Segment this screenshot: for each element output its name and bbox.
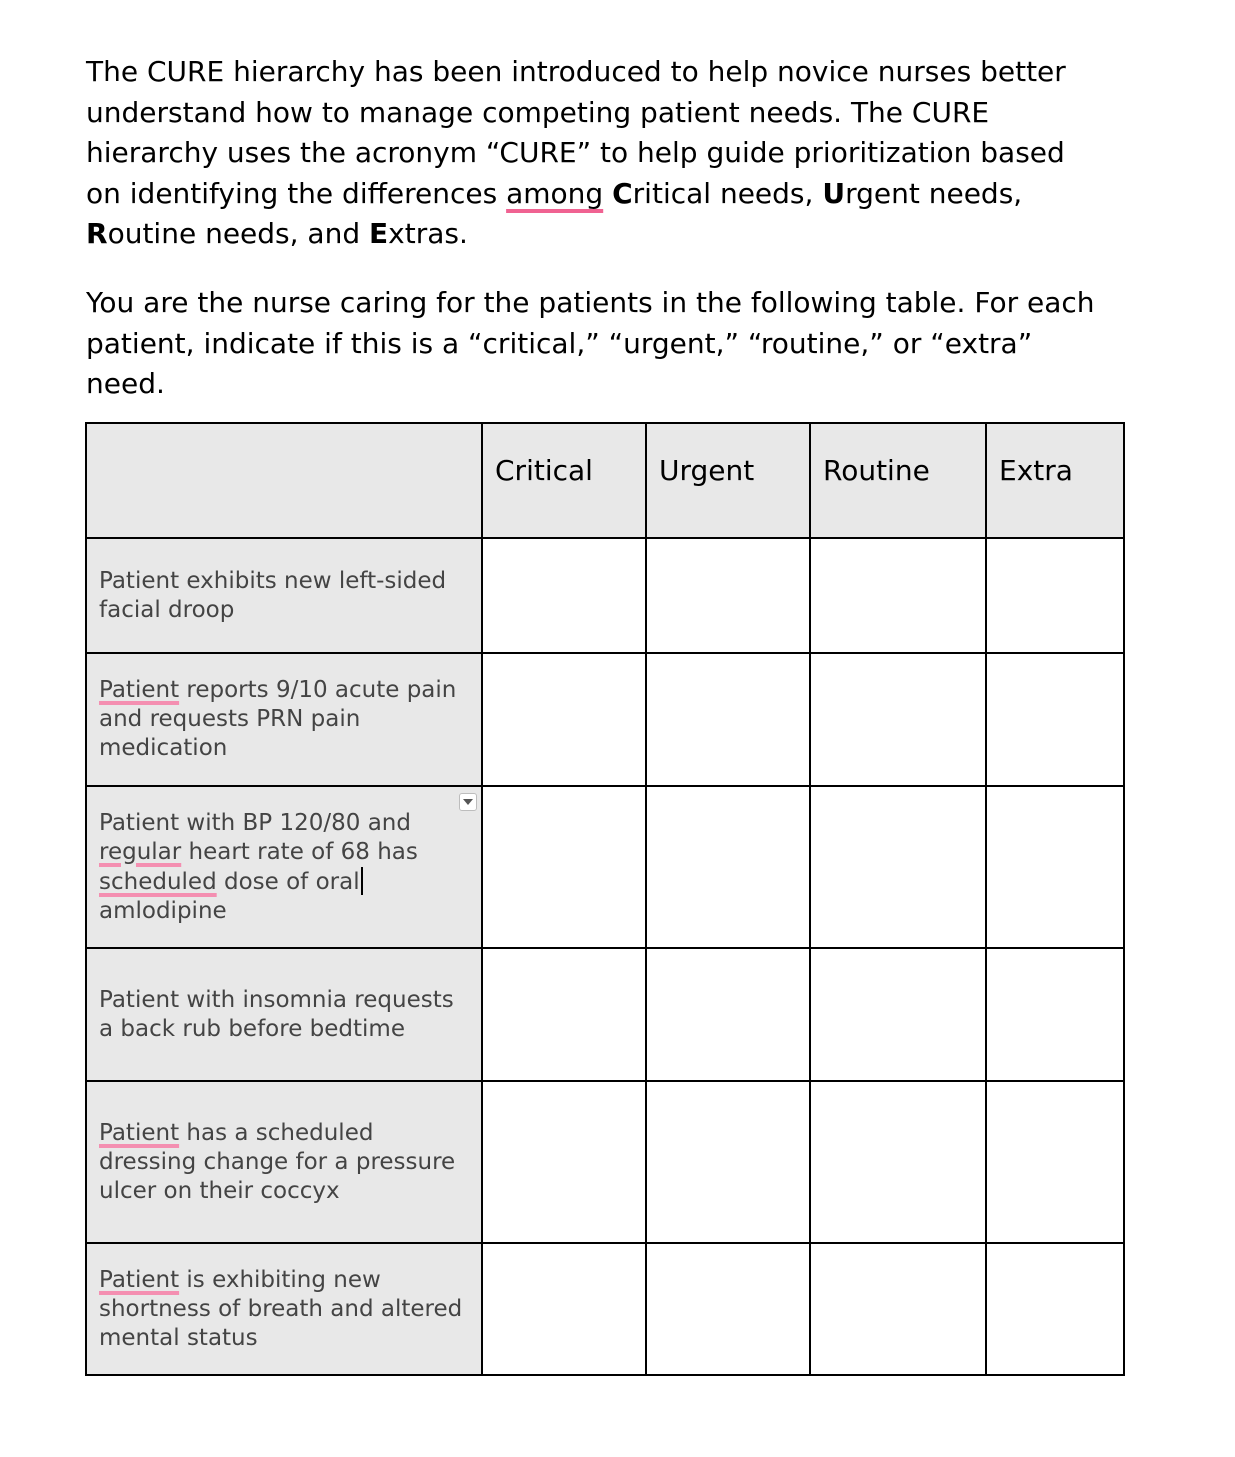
cell-routine[interactable] [810,1243,986,1375]
spellcheck-word: regular [99,838,182,865]
acronym-u: U [822,176,846,210]
row-label-text: Patient with BP 120/80 and [99,809,411,836]
spellcheck-word: Patient [99,1266,180,1293]
cell-extra[interactable] [986,948,1124,1081]
row-label-text: is exhibiting new shortness of breath and altered mental status [99,1266,463,1351]
intro-space [603,177,612,210]
cell-critical[interactable] [482,786,646,948]
intro-critical: ritical needs, [632,176,823,210]
chevron-down-icon[interactable] [459,793,477,811]
table-row [86,538,1124,653]
intro-extras: xtras. [388,217,468,250]
table-row [86,1081,1124,1243]
header-blank [86,423,482,538]
cell-critical[interactable] [482,948,646,1081]
cell-urgent[interactable] [646,653,810,786]
cell-extra[interactable] [986,653,1124,786]
row-label-text: reports 9/10 acute pain and requests PRN pain medication [99,677,457,761]
header-critical: Critical [482,423,646,538]
row-label-text: amlodipine [99,897,227,924]
row-label[interactable] [86,653,482,786]
cell-critical[interactable] [482,653,646,786]
intro-text: The CURE hierarchy has been introduced to help novice nurses better understand how to manage competing patient needs. The CURE hierarchy uses the acronym “CURE” to help guide prioritization based on identifying the differences [86,55,1066,210]
intro-spellcheck-word: among [506,176,604,210]
cell-extra[interactable] [986,538,1124,653]
cell-urgent[interactable] [646,948,810,1081]
cell-critical[interactable] [482,1243,646,1375]
cell-routine[interactable] [810,538,986,653]
table-header-row [86,423,1124,538]
cell-routine[interactable] [810,786,986,948]
cure-table [85,422,1125,1376]
row-label-active[interactable] [86,786,482,948]
text-cursor [361,867,363,895]
cell-routine[interactable] [810,948,986,1081]
table-row [86,653,1124,786]
row-label[interactable] [86,948,482,1081]
acronym-e: E [369,217,389,250]
intro-urgent: rgent needs, [845,176,1023,210]
acronym-r: R [86,217,108,250]
cell-extra[interactable] [986,786,1124,948]
cell-extra[interactable] [986,1243,1124,1375]
row-label[interactable] [86,538,482,653]
cell-urgent[interactable] [646,538,810,653]
table-row [86,948,1124,1081]
cell-routine[interactable] [810,653,986,786]
row-label-text: heart rate of 68 has [181,838,418,865]
spellcheck-word: Patient [99,1119,180,1146]
intro-routine: outine needs, and [107,217,370,250]
row-label-text: dose of oral [216,868,360,895]
instructions-paragraph: You are the nurse caring for the patients in the following table. For each patient, indicate if this is a “critical,” “urgent,” “routine,” or “extra” need. [86,286,1095,400]
row-label[interactable] [86,1081,482,1243]
table-row [86,786,1124,948]
acronym-c: C [612,176,633,210]
row-label-text: Patient exhibits new left-sided facial droop [99,567,447,623]
cell-urgent[interactable] [646,1243,810,1375]
intro-paragraph [86,52,1106,255]
spellcheck-word: Patient [99,677,180,703]
header-urgent: Urgent [646,423,810,538]
cell-urgent[interactable] [646,786,810,948]
table-row [86,1243,1124,1375]
header-routine: Routine [810,423,986,538]
row-label-text: has a scheduled dressing change for a pressure ulcer on their coccyx [99,1119,456,1204]
cell-routine[interactable] [810,1081,986,1243]
cell-extra[interactable] [986,1081,1124,1243]
spellcheck-word: scheduled [99,868,217,895]
cell-critical[interactable] [482,1081,646,1243]
header-extra: Extra [986,423,1124,538]
cell-urgent[interactable] [646,1081,810,1243]
row-label-text: Patient with insomnia requests a back rub before bedtime [99,986,454,1042]
row-label[interactable] [86,1243,482,1375]
cell-critical[interactable] [482,538,646,653]
